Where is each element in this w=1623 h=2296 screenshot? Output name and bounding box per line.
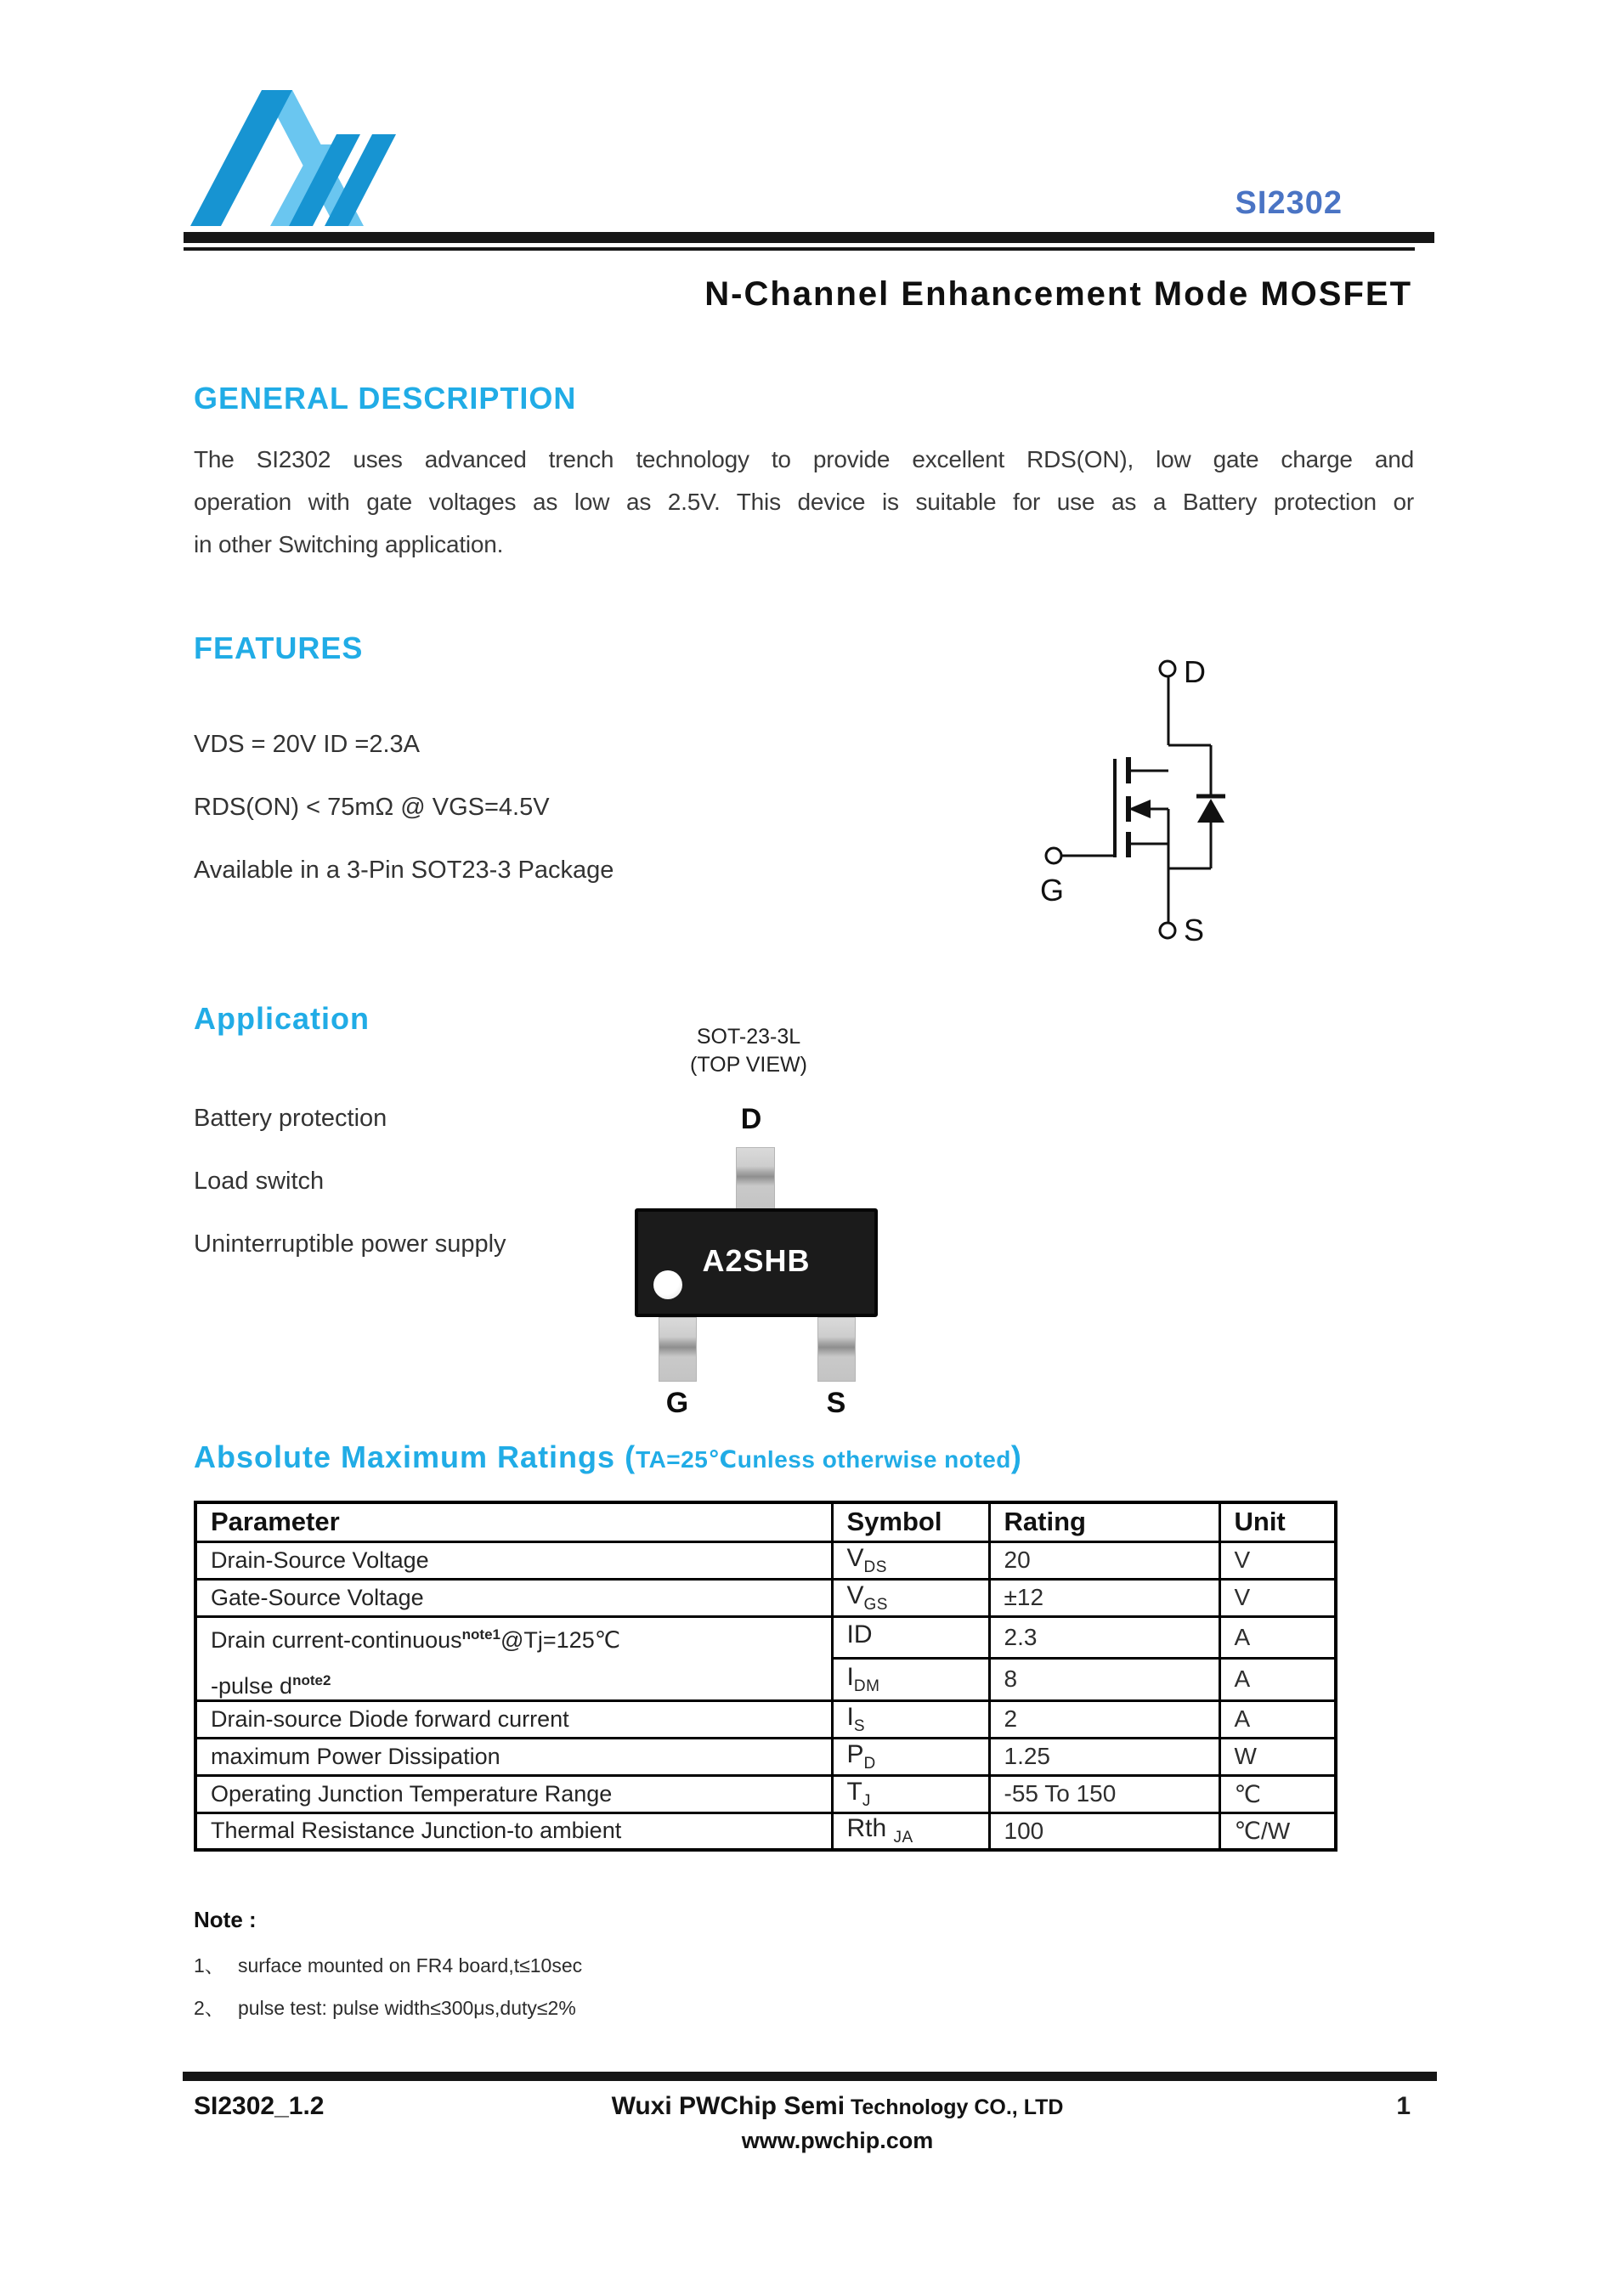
features-heading: FEATURES <box>194 631 364 665</box>
cell-unit: A <box>1219 1659 1336 1701</box>
abs-max-table <box>194 1501 1337 1852</box>
general-description-heading: GENERAL DESCRIPTION <box>194 381 577 416</box>
body-arrow-icon <box>1128 800 1151 818</box>
package-body <box>635 1208 878 1317</box>
package-pin-source <box>817 1317 856 1382</box>
cell-symbol: ID <box>832 1616 989 1659</box>
cell-unit: ℃ <box>1219 1775 1336 1812</box>
description-line: The SI2302 uses advanced trench technology to provide excellent RDS(ON), low gate charge and <box>194 446 1414 472</box>
mosfet-symbol-diagram <box>1011 642 1258 998</box>
cell-unit: W <box>1219 1738 1336 1775</box>
cell-unit: V <box>1219 1541 1336 1579</box>
feature-item: Available in a 3-Pin SOT23-3 Package <box>194 857 614 884</box>
abs-max-heading-main: Absolute Maximum Ratings ( <box>194 1439 636 1474</box>
application-list <box>194 1098 506 1287</box>
cell-unit: A <box>1219 1616 1336 1659</box>
note-item-2: 2、 pulse test: pulse width≤300μs,duty≤2% <box>194 1997 576 2019</box>
cell-rating: 100 <box>989 1812 1219 1850</box>
drain-terminal <box>1160 661 1175 745</box>
header-rule-thick <box>184 232 1434 243</box>
cell-parameter: maximum Power Dissipation <box>195 1738 832 1775</box>
cell-parameter: Thermal Resistance Junction-to ambient <box>195 1812 832 1850</box>
col-header-rating: Rating <box>989 1502 1219 1541</box>
body-diode <box>1168 745 1225 868</box>
cell-symbol: $P_D$ <box>832 1738 989 1775</box>
footer-page-number: 1 <box>1396 2092 1411 2120</box>
channel-and-gate <box>1115 757 1168 868</box>
cell-unit: V <box>1219 1579 1336 1616</box>
table-header-row <box>195 1502 1336 1541</box>
cell-rating: 8 <box>989 1659 1219 1701</box>
notes-label: Note : <box>194 1907 257 1932</box>
description-line: in other Switching application. <box>194 531 504 557</box>
part-number: SI2302 <box>1235 185 1343 221</box>
table-row <box>195 1616 1336 1659</box>
footer-rule <box>183 2072 1437 2081</box>
cell-parameter: Operating Junction Temperature Range <box>195 1775 832 1812</box>
cell-symbol: $T_J$ <box>832 1775 989 1812</box>
note-item-1: 1、 surface mounted on FR4 board,t≤10sec <box>194 1954 583 1976</box>
cell-parameter: Gate-Source Voltage <box>195 1579 832 1616</box>
cell-symbol: $I_S$ <box>832 1700 989 1738</box>
cell-parameter: Drain-Source Voltage <box>195 1541 832 1579</box>
features-list <box>194 724 614 913</box>
table-row <box>195 1579 1336 1616</box>
table-row <box>195 1812 1336 1850</box>
package-name: SOT-23-3L <box>696 1025 801 1049</box>
gate-label: G <box>1040 873 1065 908</box>
abs-max-ratings-heading <box>194 1439 1022 1475</box>
package-marking: A2SHB <box>702 1243 811 1278</box>
col-header-unit: Unit <box>1219 1502 1336 1541</box>
abs-max-heading-condition: TA=25℃unless otherwise noted <box>636 1446 1011 1473</box>
source-label: S <box>1184 913 1205 947</box>
package-pin-label-d: D <box>740 1103 762 1135</box>
cell-symbol: $V_{GS}$ <box>832 1579 989 1616</box>
table-row <box>195 1775 1336 1812</box>
cell-symbol: $I_{DM}$ <box>832 1659 989 1701</box>
cell-parameter: Drain-source Diode forward current <box>195 1700 832 1738</box>
pin1-indicator-dot <box>653 1270 682 1299</box>
pwchip-logo <box>189 90 414 226</box>
page-title: N-Channel Enhancement Mode MOSFET <box>704 275 1412 313</box>
cell-rating: 2.3 <box>989 1616 1219 1659</box>
cell-rating: 1.25 <box>989 1738 1219 1775</box>
package-caption <box>630 1023 868 1079</box>
cell-rating: 20 <box>989 1541 1219 1579</box>
package-pin-drain <box>736 1147 775 1210</box>
logo-left-leg <box>190 90 292 226</box>
feature-item: VDS = 20V ID =2.3A <box>194 731 420 758</box>
source-terminal <box>1160 868 1175 938</box>
package-pin-gate <box>659 1317 697 1382</box>
col-header-symbol: Symbol <box>832 1502 989 1541</box>
application-item: Uninterruptible power supply <box>194 1230 506 1258</box>
table-row <box>195 1700 1336 1738</box>
feature-item: RDS(ON) < 75mΩ @ VGS=4.5V <box>194 794 550 821</box>
table-row <box>195 1738 1336 1775</box>
drain-label: D <box>1184 654 1206 689</box>
header-rule-thin <box>184 247 1415 251</box>
cell-parameter-drain-current: Drain current-continuous$^{note1}$@Tj=125℃ -pulse $d^{note2}$ <box>195 1616 832 1700</box>
abs-max-heading-close: ) <box>1010 1439 1022 1474</box>
package-view: (TOP VIEW) <box>690 1053 807 1077</box>
cell-symbol: $V_{DS}$ <box>832 1541 989 1579</box>
table-row <box>195 1541 1336 1579</box>
footer-company: Wuxi PWChip Semi Technology CO., LTD <box>611 2092 1064 2120</box>
package-pin-label-s: S <box>826 1387 846 1419</box>
cell-rating: ±12 <box>989 1579 1219 1616</box>
cell-rating: -55 To 150 <box>989 1775 1219 1812</box>
footer-website: www.pwchip.com <box>741 2128 934 2153</box>
application-item: Load switch <box>194 1168 325 1195</box>
package-pin-label-g: G <box>665 1387 689 1419</box>
col-header-parameter: Parameter <box>195 1502 832 1541</box>
general-description-text <box>194 438 1414 566</box>
cell-unit: A <box>1219 1700 1336 1738</box>
cell-rating: 2 <box>989 1700 1219 1738</box>
gate-terminal <box>1046 848 1115 863</box>
cell-symbol: Rth $_{JA}$ <box>832 1812 989 1850</box>
application-item: Battery protection <box>194 1105 387 1132</box>
application-heading: Application <box>194 1001 370 1036</box>
cell-unit: ℃/W <box>1219 1812 1336 1850</box>
footer-doc-ref: SI2302_1.2 <box>194 2092 325 2120</box>
description-line: operation with gate voltages as low as 2.5V. This device is suitable for use as a Battery protection or <box>194 489 1414 515</box>
